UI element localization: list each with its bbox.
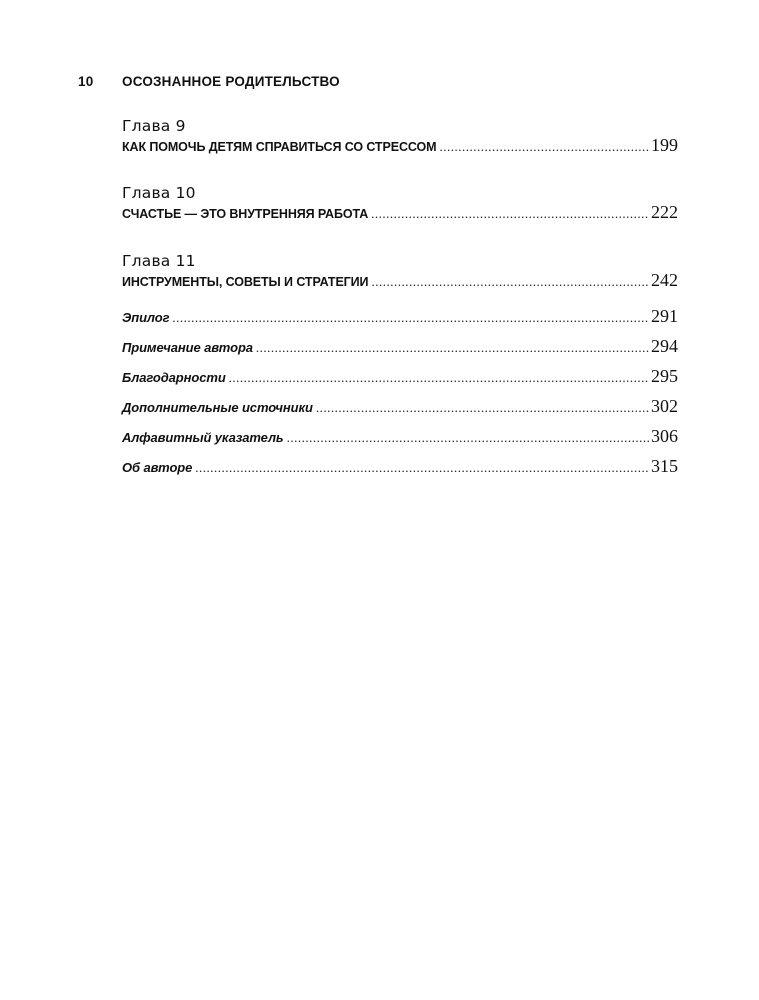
- dot-leader: [256, 340, 649, 356]
- dot-leader: [287, 430, 649, 446]
- chapter-label: Глава 10: [122, 184, 196, 202]
- page-reference: 295: [651, 366, 678, 386]
- toc-chapter-11: [122, 252, 678, 291]
- page-reference: 302: [651, 396, 678, 416]
- page-reference: 222: [651, 202, 678, 222]
- toc-entry-additional-sources[interactable]: [122, 396, 678, 417]
- dot-leader: [371, 206, 649, 222]
- chapter-label: Глава 9: [122, 117, 186, 135]
- entry-title: Благодарности: [122, 370, 226, 385]
- page-number: 10: [78, 74, 94, 89]
- toc-entry-acknowledgements[interactable]: [122, 366, 678, 387]
- dot-leader: [439, 139, 649, 155]
- dot-leader: [316, 400, 649, 416]
- toc-entry-index[interactable]: [122, 426, 678, 447]
- dot-leader: [229, 370, 649, 386]
- entry-title: Дополнительные источники: [122, 400, 313, 415]
- chapter-title: ИНСТРУМЕНТЫ, СОВЕТЫ И СТРАТЕГИИ: [122, 275, 369, 289]
- toc-entry-epilogue[interactable]: [122, 306, 678, 327]
- page-reference: 294: [651, 336, 678, 356]
- entry-title: Об авторе: [122, 460, 193, 475]
- toc-chapter-9: [122, 117, 678, 156]
- toc-line[interactable]: [122, 270, 678, 291]
- running-title: ОСОЗНАННОЕ РОДИТЕЛЬСТВО: [122, 74, 340, 89]
- chapter-title: СЧАСТЬЕ — ЭТО ВНУТРЕННЯЯ РАБОТА: [122, 207, 369, 221]
- dot-leader: [195, 460, 649, 476]
- page-reference: 291: [651, 306, 678, 326]
- toc-line[interactable]: [122, 135, 678, 156]
- chapter-title: КАК ПОМОЧЬ ДЕТЯМ СПРАВИТЬСЯ СО СТРЕССОМ: [122, 140, 437, 154]
- toc-entry-author-note[interactable]: [122, 336, 678, 357]
- page-reference: 199: [651, 135, 678, 155]
- toc-line[interactable]: [122, 202, 678, 223]
- page-reference: 306: [651, 426, 678, 446]
- toc-chapter-10: [122, 184, 678, 223]
- running-header: [78, 74, 340, 89]
- dot-leader: [371, 274, 649, 290]
- page-reference: 315: [651, 456, 678, 476]
- dot-leader: [172, 310, 649, 326]
- toc-entry-about-author[interactable]: [122, 456, 678, 477]
- entry-title: Примечание автора: [122, 340, 253, 355]
- chapter-label: Глава 11: [122, 252, 196, 270]
- entry-title: Алфавитный указатель: [122, 430, 284, 445]
- page-reference: 242: [651, 270, 678, 290]
- entry-title: Эпилог: [122, 310, 170, 325]
